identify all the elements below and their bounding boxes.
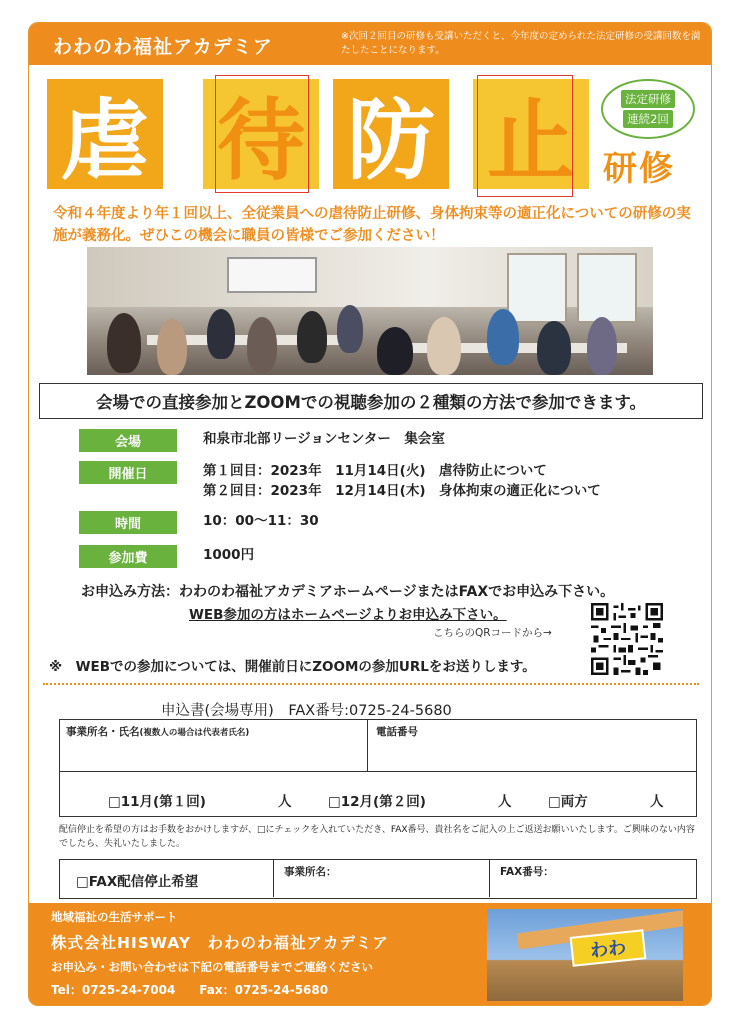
footer-tagline: 地域福祉の生活サポート (51, 910, 178, 924)
venue-row (79, 429, 445, 452)
venue-value: 和泉市北部リージョンセンター 集会室 (203, 431, 445, 447)
web-note: ※ WEBでの参加については、開催前日にZOOMの参加URLをお送りします。 (49, 659, 536, 675)
fee-label: 参加費 (79, 545, 177, 568)
title-frame-4 (477, 75, 573, 197)
fax-stop-number-field[interactable]: FAX番号： (500, 866, 554, 878)
option-december-checkbox[interactable]: □12月(第２回) (328, 794, 426, 810)
option-november-checkbox[interactable]: □11月(第１回) (108, 794, 206, 810)
title-frame-2 (215, 75, 309, 193)
date-row (79, 461, 601, 501)
title-char-2: 待 (203, 79, 319, 189)
unsubscribe-notice: 配信停止を希望の方はお手数をおかけしますが、□にチェックを入れていただき、FAX番号、貴社名をご記入の上ご返送お願いいたします。ご興味のない内容でしたら、失礼いたしました。 (59, 825, 695, 849)
phone-label: 電話番号 (376, 726, 418, 738)
phone-field[interactable] (370, 720, 424, 743)
fax-stop-checkbox[interactable]: □FAX配信停止希望 (60, 860, 274, 897)
qr-caption: こちらのQRコードから→ (433, 627, 552, 639)
building-sign: わわ (570, 929, 647, 967)
web-apply-link[interactable]: WEB参加の方はホームページよりお申込み下さい。 (189, 607, 507, 623)
footer (29, 903, 712, 1006)
application-form (59, 719, 697, 817)
title-char-4: 止 (473, 79, 589, 189)
fax-stop-office-field[interactable]: 事業所名： (276, 860, 490, 897)
badge-line-1: 法定研修 (621, 90, 675, 108)
footer-phone: Tel：0725-24-7004 Fax：0725-24-5680 (51, 983, 329, 997)
fee-value: 1000円 (203, 547, 255, 563)
session-options (60, 774, 696, 816)
venue-label: 会場 (79, 429, 177, 452)
option-december-unit: 人 (498, 794, 512, 810)
fee-row (79, 545, 254, 568)
form-title: 申込書(会場専用) FAX番号:0725-24-5680 (161, 703, 452, 719)
org-name: わわのわ福祉アカデミア (53, 36, 273, 58)
apply-method: お申込み方法：わわのわ福祉アカデミアホームページまたはFAXでお申込み下さい。 (81, 584, 615, 600)
flyer (28, 22, 712, 1006)
option-november-unit: 人 (278, 794, 292, 810)
fax-stop-form (59, 859, 697, 899)
time-row (79, 511, 319, 534)
office-name-label: 事業所名・氏名 (66, 726, 140, 738)
qr-code-icon[interactable] (591, 603, 663, 675)
participation-lead: 会場での直接参加とZOOMでの視聴参加の２種類の方法で参加できます。 (39, 383, 703, 419)
footer-contact: お申込み・お問い合わせは下記の電話番号までご連絡ください (51, 960, 373, 974)
cut-line (43, 683, 699, 685)
building-photo (487, 909, 683, 1001)
date-line-1: 第１回目：2023年 11月14日(火) 虐待防止について (203, 463, 547, 479)
office-name-hint: (複数人の場合は代表者氏名) (139, 728, 250, 738)
office-name-field[interactable] (60, 720, 368, 772)
header-bar (29, 23, 712, 65)
option-both-checkbox[interactable]: □両方 (548, 794, 588, 810)
date-label: 開催日 (79, 461, 177, 484)
badge-line-2: 連続2回 (623, 110, 673, 128)
intro-text: 令和４年度より年１回以上、全従業員への虐待防止研修、身体拘束等の適正化についての研修の実施が義務化。ぜひこの機会に職員の皆様でご参加ください！ (53, 206, 691, 244)
time-label: 時間 (79, 511, 177, 534)
training-photo (87, 247, 653, 375)
footer-company: 株式会社HISWAY わわのわ福祉アカデミア (51, 934, 389, 952)
title-char-1: 虐 (47, 79, 163, 189)
title-suffix: 研修 (603, 149, 675, 189)
title-char-3: 防 (333, 79, 449, 189)
header-note: ※次回２回目の研修も受講いただくと、今年度の定められた法定研修の受講回数を満たしたことになります。 (341, 31, 701, 56)
option-both-unit: 人 (650, 794, 664, 810)
legal-training-badge (601, 79, 695, 139)
date-line-2: 第２回目：2023年 12月14日(木) 身体拘束の適正化について (203, 483, 601, 499)
time-value: 10：00～11：30 (203, 513, 319, 529)
